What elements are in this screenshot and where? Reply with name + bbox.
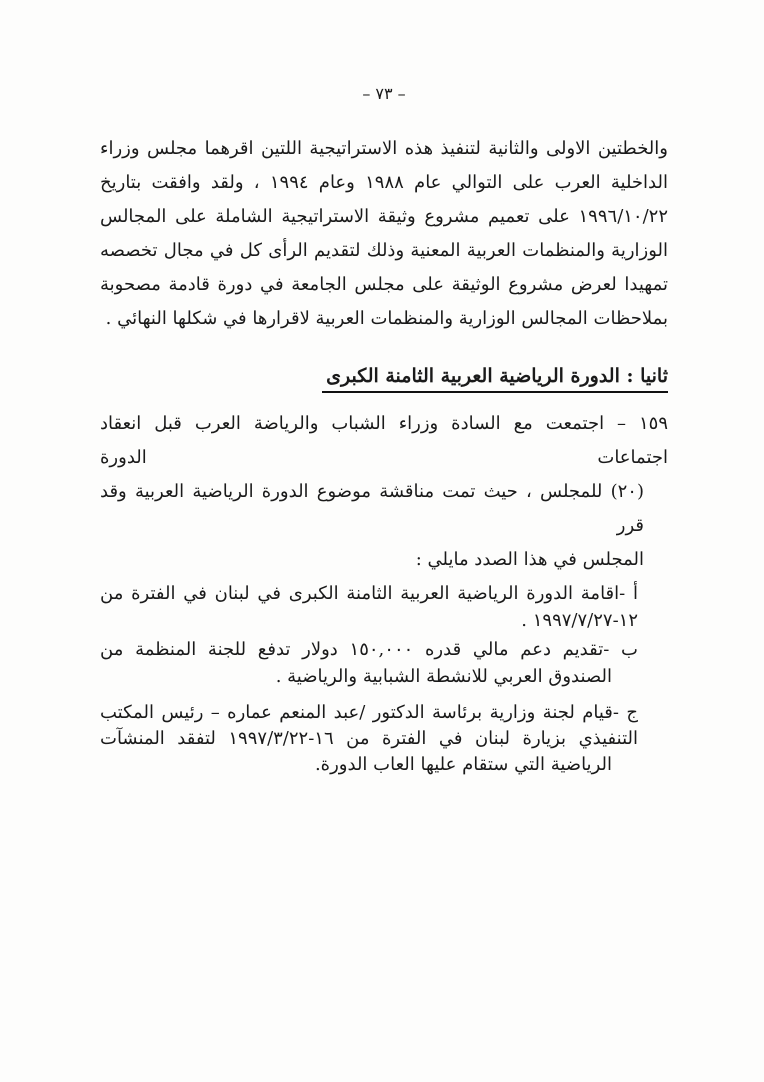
page-content <box>100 84 668 778</box>
subitem-c-line-1: ج -قيام لجنة وزارية برئاسة الدكتور /عبد المنعم عماره – رئيس المكتب <box>100 702 638 723</box>
intro-paragraph <box>100 132 668 336</box>
subitem-a-date-line: ١٢-١٩٩٧/٧/٢٧ . <box>521 610 638 631</box>
section-heading-row <box>100 364 668 393</box>
subitem-b-line-1: ب -تقديم دعم مالي قدره ١٥٠,٠٠٠ دولار تدفع للجنة المنظمة من <box>100 639 638 660</box>
subitem-b <box>100 636 638 690</box>
item-159 <box>100 407 668 577</box>
item-159-line-1: ١٥٩ – اجتمعت مع السادة وزراء الشباب والرياضة العرب قبل انعقاد اجتماعات الدورة <box>100 413 668 468</box>
intro-line-4: الوزارية والمنظمات العربية المعنية وذلك لتقديم الرأى كل في مجال تخصصه <box>100 240 668 261</box>
intro-line-3: ١٩٩٦/١٠/٢٢ على تعميم مشروع وثيقة الاستراتيجية الشاملة على المجالس <box>100 206 668 227</box>
section-heading: ثانيا : الدورة الرياضية العربية الثامنة الكبرى <box>322 364 668 393</box>
subitem-a-line-1: أ -اقامة الدورة الرياضية العربية الثامنة الكبرى في لبنان في الفترة من <box>100 583 638 604</box>
subitem-a <box>100 580 638 634</box>
intro-line-1: والخطتين الاولى والثانية لتنفيذ هذه الاستراتيجية اللتين اقرهما مجلس وزراء <box>100 138 668 159</box>
intro-line-5: تمهيدا لعرض مشروع الوثيقة على مجلس الجامعة في دورة قادمة مصحوبة <box>100 274 668 295</box>
page-number: – ٧٣ – <box>362 84 406 103</box>
intro-line-2: الداخلية العرب على التوالي عام ١٩٨٨ وعام ١٩٩٤ ، ولقد وافقت بتاريخ <box>100 172 668 193</box>
subitem-b-line-2: الصندوق العربي للانشطة الشبابية والرياضية . <box>275 666 612 687</box>
item-159-line-2: (٢٠) للمجلس ، حيث تمت مناقشة موضوع الدورة الرياضية العربية وقد قرر <box>100 481 644 536</box>
item-159-line-3: المجلس في هذا الصدد مايلي : <box>415 549 644 570</box>
subitem-c-line-2: التنفيذي بزيارة لبنان في الفترة من ١٦-١٩٩٧/٣/٢٢ لتفقد المنشآت <box>100 728 638 749</box>
subitem-c-line-3: الرياضية التي ستقام عليها العاب الدورة. <box>314 754 612 775</box>
intro-line-6: بملاحظات المجالس الوزارية والمنظمات العربية لاقرارها في شكلها النهائي . <box>105 308 668 329</box>
subitem-c <box>100 700 638 778</box>
